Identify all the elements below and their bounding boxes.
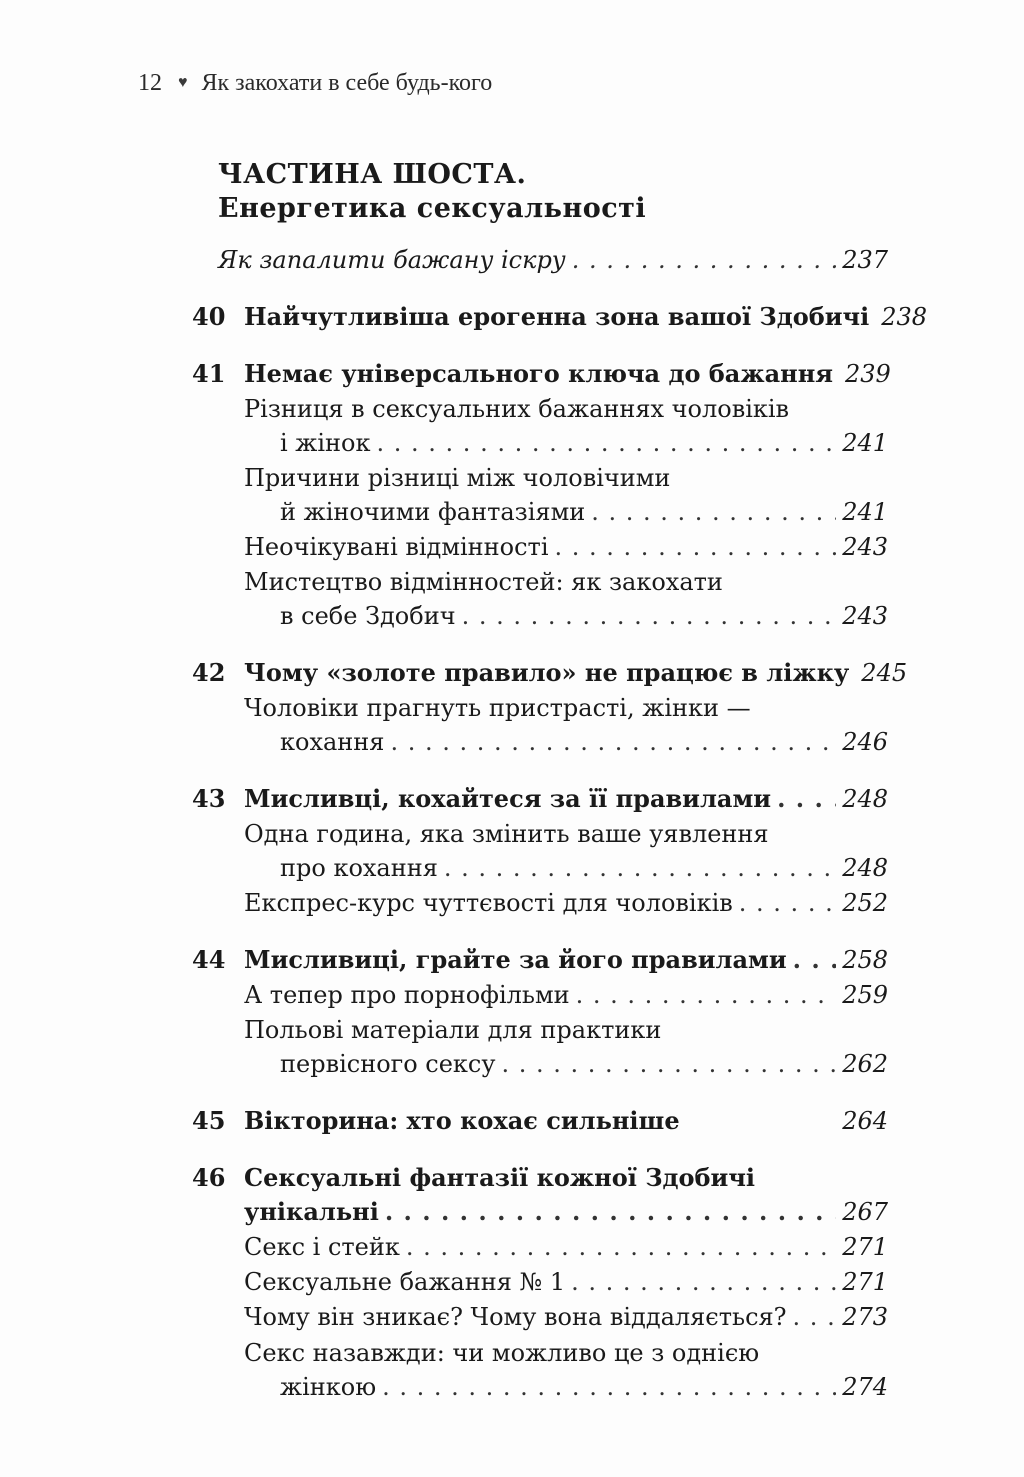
toc-page-number: 239: [845, 360, 891, 388]
chapter-number: 45: [192, 1106, 226, 1135]
toc-chapter-title: Вікторина: хто кохає сильніше: [244, 1106, 680, 1135]
toc-chapter-title: Мисливиці, грайте за його правилами: [244, 945, 787, 974]
toc-page-number: 262: [842, 1050, 888, 1078]
toc-subentry[interactable]: [280, 1047, 888, 1081]
toc-subentry-title: й жіночими фантазіями: [280, 498, 586, 526]
toc-subentry[interactable]: [280, 495, 888, 529]
toc-subentry[interactable]: [244, 530, 888, 564]
dot-leader: [390, 725, 836, 759]
dot-leader: [385, 1195, 836, 1229]
toc-subentry-title: і жінок: [280, 429, 371, 457]
toc-chapter-40[interactable]: [244, 300, 928, 334]
toc-subentry[interactable]: [280, 599, 888, 633]
chapter-number: 46: [192, 1163, 226, 1192]
toc-subentry-title: Неочікувані відмінності: [244, 533, 549, 561]
toc-chapter-title: Чому «золоте правило» не працює в ліжку: [244, 658, 850, 687]
heart-icon: ♥: [178, 74, 188, 91]
toc-entry-title: Як запалити бажану іскру: [218, 246, 566, 274]
part-title-line2: Енергетика сексуальності: [218, 193, 647, 224]
chapter-number: 40: [192, 302, 226, 331]
toc-subentry-title: жінкою: [280, 1373, 377, 1401]
part-title: [218, 158, 646, 226]
toc-subentry-title: про кохання: [280, 854, 438, 882]
toc-subentry-line1: Польові матеріали для практики: [244, 1016, 662, 1044]
toc-page-number: 245: [861, 659, 908, 687]
chapter-number: 41: [192, 359, 226, 388]
toc-chapter-42[interactable]: [244, 656, 908, 690]
toc-chapter-title: Найчутливіша ерогенна зона вашої Здобичі: [244, 302, 870, 331]
toc-subentry-line1: Секс назавжди: чи можливо це з однією: [244, 1339, 760, 1367]
toc-subentry[interactable]: [280, 1370, 888, 1404]
toc-page-number: 248: [842, 854, 888, 882]
dot-leader: [462, 599, 837, 633]
toc-subentry[interactable]: [244, 978, 888, 1012]
toc-subentry[interactable]: [244, 1300, 888, 1334]
toc-chapter-43[interactable]: [244, 782, 888, 816]
dot-leader: [406, 1230, 836, 1264]
toc-subentry-title: Чому він зникає? Чому вона віддаляється?: [244, 1303, 787, 1331]
toc-chapter-title: Немає універсального ключа до бажання: [244, 359, 834, 388]
dot-leader: [382, 1370, 836, 1404]
toc-page-number: 248: [842, 785, 888, 813]
toc-page-number: 246: [842, 728, 888, 756]
toc-chapter-title: Мисливці, кохайтеся за її правилами: [244, 784, 772, 813]
chapter-number: 44: [192, 945, 226, 974]
toc-page-number: 243: [842, 602, 888, 630]
toc-subentry-title: в себе Здобич: [280, 602, 456, 630]
dot-leader: [793, 943, 837, 977]
toc-chapter-title-line1: Сексуальні фантазії кожної Здобичі: [244, 1163, 755, 1192]
toc-page-number: 271: [842, 1268, 888, 1296]
toc-subentry-line1: Чоловіки прагнуть пристрасті, жінки —: [244, 694, 751, 722]
toc-page-number: 252: [842, 889, 888, 917]
toc-page-number: 241: [842, 429, 888, 457]
dot-leader: [571, 1265, 836, 1299]
toc-subentry[interactable]: [244, 886, 888, 920]
dot-leader: [591, 495, 836, 529]
toc-subentry-title: Експрес-курс чуттєвості для чоловіків: [244, 889, 733, 917]
toc-page-number: 238: [881, 303, 928, 331]
toc-page-number: 274: [842, 1373, 888, 1401]
toc-subentry-title: А тепер про порнофільми: [244, 981, 570, 1009]
toc-page-number: 271: [842, 1233, 888, 1261]
toc-chapter-41[interactable]: [244, 357, 891, 391]
chapter-number: 42: [192, 658, 226, 687]
toc-chapter-44[interactable]: [244, 943, 888, 977]
dot-leader: [793, 1300, 837, 1334]
toc-chapter-title: унікальні: [244, 1197, 379, 1226]
toc-page-number: 258: [842, 946, 888, 974]
toc-entry-intro[interactable]: [218, 243, 888, 277]
toc-page-number: 259: [842, 981, 888, 1009]
dot-leader: [572, 243, 836, 277]
dot-leader: [444, 851, 836, 885]
toc-subentry[interactable]: [280, 725, 888, 759]
dot-leader: [576, 978, 837, 1012]
toc-chapter-46[interactable]: [244, 1195, 888, 1229]
page-number: 12: [138, 70, 162, 96]
toc-page-number: 243: [842, 533, 888, 561]
chapter-number: 43: [192, 784, 226, 813]
toc-page-number: 267: [842, 1198, 888, 1226]
part-title-line1: ЧАСТИНА ШОСТА.: [218, 159, 527, 190]
running-head: [138, 70, 492, 97]
toc-page-number: 241: [842, 498, 888, 526]
toc-subentry-title: первісного сексу: [280, 1050, 496, 1078]
toc-subentry[interactable]: [280, 426, 888, 460]
toc-subentry-line1: Різниця в сексуальних бажаннях чоловіків: [244, 395, 790, 423]
toc-subentry-line1: Одна година, яка змінить ваше уявлення: [244, 820, 769, 848]
toc-subentry-line1: Мистецтво відмінностей: як закохати: [244, 568, 723, 596]
book-title: Як закохати в себе будь-кого: [201, 70, 493, 96]
dot-leader: [777, 782, 836, 816]
toc-subentry-title: Сексуальне бажання № 1: [244, 1268, 566, 1296]
dot-leader: [502, 1047, 837, 1081]
dot-leader: [377, 426, 837, 460]
toc-page-number: 264: [842, 1107, 888, 1135]
toc-subentry-line1: Причини різниці між чоловічими: [244, 464, 671, 492]
toc-subentry-title: кохання: [280, 728, 385, 756]
toc-subentry[interactable]: [244, 1230, 888, 1264]
dot-leader: [739, 886, 836, 920]
toc-subentry[interactable]: [244, 1265, 888, 1299]
toc-subentry-title: Секс і стейк: [244, 1233, 400, 1261]
toc-subentry[interactable]: [280, 851, 888, 885]
toc-page-number: 273: [842, 1303, 888, 1331]
toc-page-number: 237: [842, 246, 888, 274]
dot-leader: [555, 530, 837, 564]
toc-chapter-45[interactable]: [244, 1104, 888, 1138]
